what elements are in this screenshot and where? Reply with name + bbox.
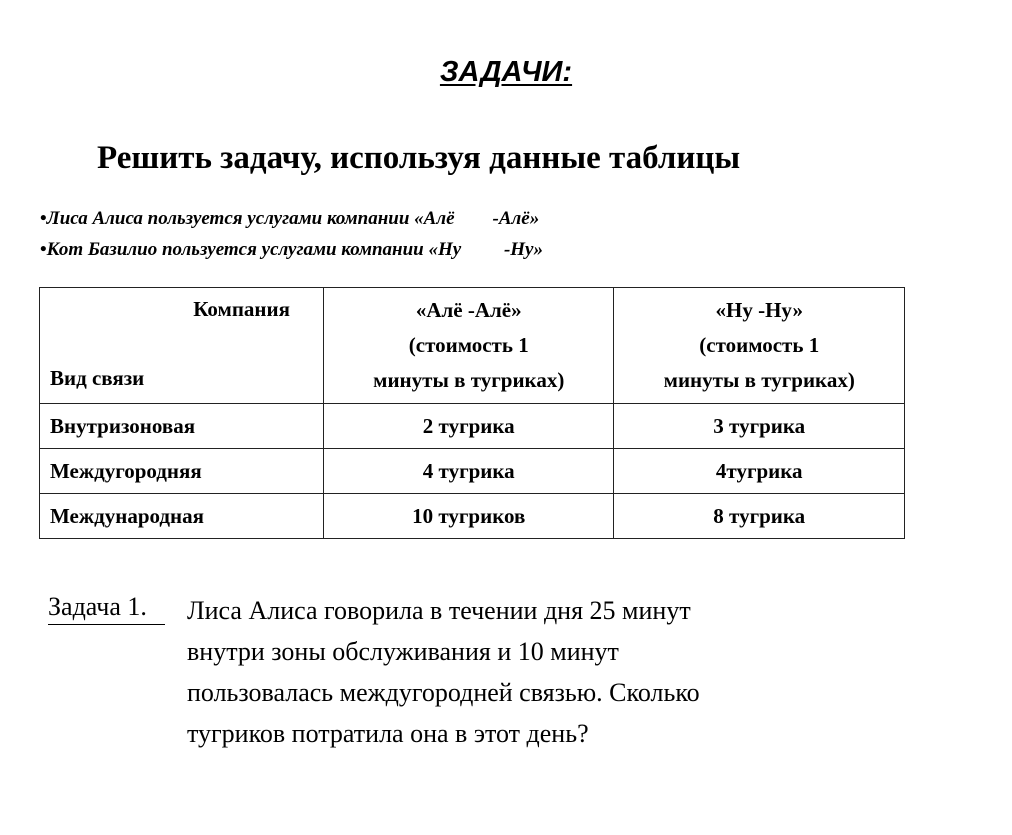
bullet-text: Кот Базилио пользуется услугами компании «Ну -Ну» — [46, 239, 543, 260]
task-text-line: тугриков потратила она в этот день? — [187, 719, 589, 748]
task-instruction: Решить задачу, используя данные таблицы — [97, 140, 741, 176]
bullet-text: Лиса Алиса пользуется услугами компании «Алё -Алё» — [46, 208, 540, 229]
task-text-line: Лиса Алиса говорила в течении дня 25 минут — [187, 596, 691, 625]
table-header-row — [40, 288, 905, 404]
table-cell: 10 тугриков — [324, 494, 614, 539]
table-row — [40, 404, 905, 449]
row-label: Междугородняя — [40, 449, 324, 494]
column-company-name: «Ну -Ну» — [715, 298, 803, 322]
column-header — [614, 288, 905, 404]
corner-header-cell — [40, 288, 324, 404]
row-label: Международная — [40, 494, 324, 539]
tariff-table — [39, 287, 905, 539]
table-cell: 2 тугрика — [324, 404, 614, 449]
bullet-icon: • — [40, 239, 47, 260]
task-label: Задача 1. — [48, 590, 165, 625]
page-heading: ЗАДАЧИ: — [439, 56, 573, 88]
row-label: Внутризоновая — [40, 404, 324, 449]
task-text-line: внутри зоны обслуживания и 10 минут — [187, 637, 619, 666]
table-row — [40, 494, 905, 539]
table-row — [40, 449, 905, 494]
corner-company-label: Компания — [193, 297, 290, 321]
column-subtitle-line: минуты в тугриках) — [663, 368, 855, 392]
column-subtitle-line: минуты в тугриках) — [373, 368, 565, 392]
bullet-icon: • — [40, 208, 47, 229]
table-cell: 8 тугрика — [614, 494, 905, 539]
corner-connection-type-label: Вид связи — [50, 366, 145, 390]
column-company-name: «Алё -Алё» — [415, 298, 522, 322]
column-subtitle-line: (стоимость 1 — [699, 333, 820, 357]
column-subtitle-line: (стоимость 1 — [408, 333, 529, 357]
table-cell: 4тугрика — [614, 449, 905, 494]
table-cell: 3 тугрика — [614, 404, 905, 449]
task-text-line: пользовалась междугородней связью. Сколько — [187, 678, 700, 707]
column-header — [324, 288, 614, 404]
table-cell: 4 тугрика — [324, 449, 614, 494]
task-text — [187, 590, 887, 754]
bullet-item — [40, 239, 543, 261]
bullet-item — [40, 208, 539, 230]
